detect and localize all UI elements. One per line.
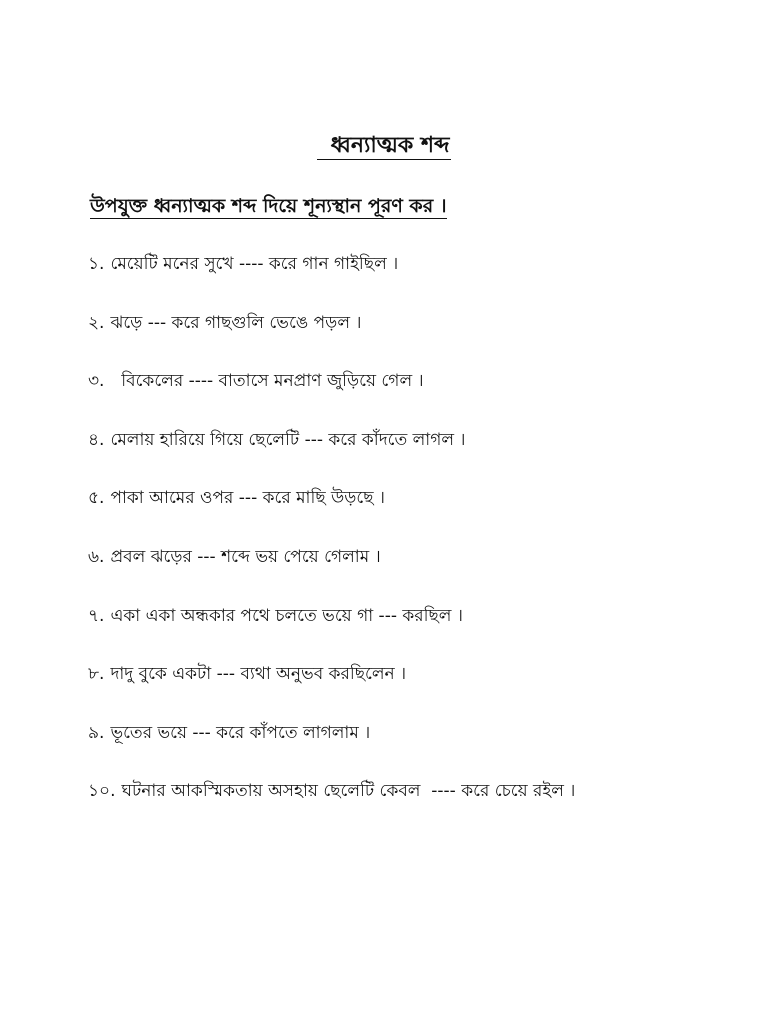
- question-item: [88, 369, 748, 428]
- question-text: দাদু বুকে একটা --- ব্যথা অনুভব করছিলেন ।: [110, 664, 407, 685]
- question-item: [88, 721, 748, 780]
- question-number: ৭.: [88, 605, 105, 626]
- question-text: একা একা অন্ধকার পথে চলতে ভয়ে গা --- করছিল ।: [110, 605, 463, 626]
- question-item: [88, 252, 748, 311]
- instruction-heading: [90, 192, 447, 224]
- question-number: ৮.: [88, 664, 105, 685]
- page-title: [0, 128, 768, 165]
- question-list: [88, 252, 748, 838]
- question-number: ১.: [88, 254, 105, 274]
- question-text: মেলায় হারিয়ে গিয়ে ছেলেটি --- করে কাঁদতে লাগল ।: [110, 429, 466, 450]
- question-item: [88, 486, 748, 545]
- question-item: [88, 545, 748, 604]
- question-item: [88, 428, 748, 487]
- question-item: [88, 604, 748, 663]
- instruction-text: উপযুক্ত ধ্বন্যাত্মক শব্দ দিয়ে শূন্যস্থান পূরণ কর ।: [90, 195, 447, 217]
- question-number: ১০.: [88, 781, 116, 802]
- question-text: পাকা আমের ওপর --- করে মাছি উড়ছে ।: [110, 488, 386, 509]
- question-number: ৪.: [88, 429, 105, 450]
- question-item: [88, 311, 748, 370]
- question-text: ভূতের ভয়ে --- করে কাঁপতে লাগলাম ।: [110, 722, 371, 743]
- question-number: ৩.: [88, 371, 105, 392]
- question-number: ৯.: [88, 722, 105, 743]
- question-item: [88, 662, 748, 721]
- question-text: ঝড়ে --- করে গাছগুলি ভেঙে পড়ল ।: [110, 312, 362, 333]
- question-number: ২.: [88, 312, 105, 333]
- question-number: ৫.: [88, 488, 105, 509]
- page-title-text: ধ্বন্যাত্মক শব্দ: [317, 133, 452, 160]
- question-number: ৬.: [88, 546, 105, 567]
- question-text: বিকেলের ---- বাতাসে মনপ্রাণ জুড়িয়ে গেল ।: [110, 371, 424, 392]
- question-text: প্রবল ঝড়ের --- শব্দে ভয় পেয়ে গেলাম ।: [110, 546, 381, 567]
- question-text: মেয়েটি মনের সুখে ---- করে গান গাইছিল ।: [110, 254, 399, 274]
- question-text: ঘটনার আকস্মিকতায় অসহায় ছেলেটি কেবল ---- করে চেয়ে রইল ।: [121, 781, 576, 802]
- question-item: [88, 779, 748, 838]
